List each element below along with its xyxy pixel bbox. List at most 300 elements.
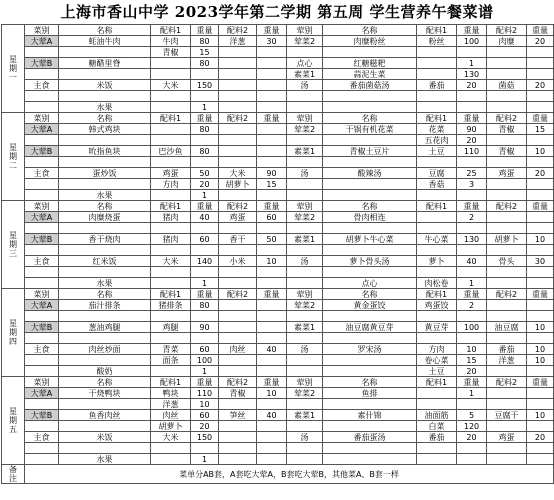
- day-label-char: 星: [9, 407, 17, 416]
- menu-cell: [25, 399, 59, 410]
- menu-cell: [323, 443, 417, 454]
- menu-cell: 鸡蛋: [487, 168, 527, 179]
- menu-cell: [457, 399, 487, 410]
- menu-cell: 10: [257, 388, 287, 399]
- menu-cell: 大荤B: [25, 58, 59, 69]
- menu-cell: 20: [527, 80, 554, 91]
- menu-cell: [59, 267, 151, 278]
- menu-cell: 60: [191, 410, 219, 421]
- menu-cell: 130: [457, 69, 487, 80]
- menu-row: [2, 267, 554, 278]
- menu-cell: [487, 267, 527, 278]
- column-header: 名称: [323, 113, 417, 124]
- menu-cell: 点心: [287, 58, 323, 69]
- menu-cell: 1: [191, 190, 219, 201]
- menu-row: [2, 124, 554, 135]
- column-header: 重量: [457, 289, 487, 300]
- column-header: 配料1: [417, 201, 457, 212]
- menu-cell: [151, 157, 191, 168]
- menu-cell: [487, 58, 527, 69]
- menu-cell: 大荤A: [25, 124, 59, 135]
- menu-cell: [417, 91, 457, 102]
- menu-cell: 鸡蛋: [487, 432, 527, 443]
- menu-cell: [257, 245, 287, 256]
- menu-cell: 20: [457, 80, 487, 91]
- day-label-char: 期: [9, 328, 17, 337]
- menu-cell: [323, 355, 417, 366]
- menu-cell: 100: [457, 322, 487, 333]
- day-label-char: 一: [9, 73, 17, 82]
- menu-cell: [59, 421, 151, 432]
- menu-cell: [287, 278, 323, 289]
- menu-cell: [191, 157, 219, 168]
- menu-cell: [287, 421, 323, 432]
- column-header: 重量: [457, 25, 487, 36]
- menu-cell: [457, 190, 487, 201]
- menu-cell: 60: [191, 234, 219, 245]
- menu-cell: [25, 69, 59, 80]
- menu-cell: 100: [457, 36, 487, 47]
- menu-cell: 100: [191, 355, 219, 366]
- day-label-char: 四: [9, 337, 17, 346]
- menu-cell: [151, 311, 191, 322]
- menu-cell: 40: [257, 344, 287, 355]
- menu-cell: [487, 91, 527, 102]
- menu-cell: 1: [191, 366, 219, 377]
- menu-row: [2, 454, 554, 465]
- column-header: 名称: [59, 201, 151, 212]
- day-header-row: [2, 201, 554, 212]
- menu-cell: [219, 399, 257, 410]
- menu-cell: 120: [457, 421, 487, 432]
- menu-cell: [527, 267, 554, 278]
- menu-cell: [151, 102, 191, 113]
- column-header: 菜别: [25, 113, 59, 124]
- column-header: 配料2: [487, 201, 527, 212]
- menu-cell: 大荤B: [25, 146, 59, 157]
- menu-cell: 60: [257, 212, 287, 223]
- menu-cell: [527, 311, 554, 322]
- menu-cell: 番茄: [417, 432, 457, 443]
- menu-cell: [287, 355, 323, 366]
- day-label-char: 五: [9, 425, 17, 434]
- column-header: 荤别: [287, 201, 323, 212]
- menu-cell: [257, 366, 287, 377]
- menu-cell: 30: [257, 36, 287, 47]
- day-label-char: 星: [9, 143, 17, 152]
- menu-cell: [527, 69, 554, 80]
- menu-cell: 青椒: [151, 47, 191, 58]
- menu-cell: [257, 69, 287, 80]
- menu-cell: 干锅有机花菜: [323, 124, 417, 135]
- menu-cell: 香菇: [417, 179, 457, 190]
- menu-cell: [287, 223, 323, 234]
- menu-cell: 骨肉相连: [323, 212, 417, 223]
- menu-cell: [257, 223, 287, 234]
- column-header: 重量: [257, 377, 287, 388]
- menu-cell: [323, 47, 417, 58]
- menu-cell: 10: [527, 355, 554, 366]
- menu-cell: 大荤B: [25, 410, 59, 421]
- menu-cell: [59, 135, 151, 146]
- menu-cell: [287, 454, 323, 465]
- menu-cell: 肉糜烧蛋: [59, 212, 151, 223]
- menu-cell: [219, 58, 257, 69]
- day-label-char: 期: [9, 152, 17, 161]
- menu-cell: 20: [457, 432, 487, 443]
- menu-cell: 15: [527, 124, 554, 135]
- menu-cell: 3: [457, 179, 487, 190]
- menu-cell: 大荤A: [25, 212, 59, 223]
- column-header: 配料1: [151, 377, 191, 388]
- menu-cell: 10: [527, 322, 554, 333]
- menu-cell: [287, 135, 323, 146]
- menu-cell: 80: [191, 124, 219, 135]
- menu-cell: [25, 333, 59, 344]
- menu-cell: [287, 91, 323, 102]
- menu-cell: [59, 157, 151, 168]
- menu-cell: [257, 300, 287, 311]
- menu-cell: 荤菜2: [287, 124, 323, 135]
- menu-cell: [417, 267, 457, 278]
- day-label: [2, 289, 25, 377]
- menu-cell: 鱼排: [323, 388, 417, 399]
- menu-cell: [417, 245, 457, 256]
- menu-cell: [25, 47, 59, 58]
- menu-cell: 豆腐: [417, 168, 457, 179]
- menu-cell: 汤: [287, 256, 323, 267]
- menu-cell: 荤菜2: [287, 388, 323, 399]
- menu-cell: [257, 80, 287, 91]
- menu-cell: [219, 267, 257, 278]
- day-label: [2, 113, 25, 201]
- menu-cell: 酸奶: [59, 366, 151, 377]
- menu-cell: [151, 267, 191, 278]
- menu-cell: [287, 366, 323, 377]
- menu-cell: [487, 245, 527, 256]
- menu-cell: [219, 190, 257, 201]
- menu-cell: 大米: [151, 80, 191, 91]
- menu-cell: [191, 311, 219, 322]
- menu-cell: [151, 91, 191, 102]
- menu-cell: 40: [257, 410, 287, 421]
- column-header: 配料1: [417, 289, 457, 300]
- menu-cell: 1: [191, 454, 219, 465]
- menu-cell: 80: [191, 58, 219, 69]
- menu-cell: 土豆: [417, 366, 457, 377]
- menu-row: [2, 366, 554, 377]
- menu-cell: [257, 278, 287, 289]
- menu-cell: [417, 388, 457, 399]
- menu-row: [2, 91, 554, 102]
- menu-cell: 20: [527, 168, 554, 179]
- note-label-char: 备: [9, 465, 17, 474]
- menu-cell: 汤: [287, 80, 323, 91]
- column-header: 重量: [191, 289, 219, 300]
- menu-cell: 大荤A: [25, 36, 59, 47]
- menu-cell: [219, 91, 257, 102]
- column-header: 菜别: [25, 25, 59, 36]
- menu-cell: [323, 190, 417, 201]
- menu-cell: 20: [527, 36, 554, 47]
- menu-cell: 鱼香肉丝: [59, 410, 151, 421]
- menu-cell: [219, 80, 257, 91]
- menu-cell: 豆腐干: [487, 410, 527, 421]
- menu-cell: 蚝油牛肉: [59, 36, 151, 47]
- column-header: 配料1: [417, 113, 457, 124]
- menu-cell: [527, 245, 554, 256]
- menu-cell: [25, 267, 59, 278]
- menu-cell: [257, 399, 287, 410]
- menu-cell: [219, 311, 257, 322]
- menu-cell: 60: [191, 344, 219, 355]
- menu-cell: [219, 443, 257, 454]
- menu-cell: 10: [257, 256, 287, 267]
- menu-cell: [527, 157, 554, 168]
- menu-cell: [191, 223, 219, 234]
- menu-cell: [417, 69, 457, 80]
- menu-row: [2, 47, 554, 58]
- menu-cell: 青椒: [487, 124, 527, 135]
- menu-row: [2, 399, 554, 410]
- menu-cell: [151, 135, 191, 146]
- menu-cell: 胡萝卜: [487, 234, 527, 245]
- menu-cell: [487, 366, 527, 377]
- column-header: 重量: [527, 25, 554, 36]
- menu-cell: [287, 399, 323, 410]
- menu-cell: [219, 355, 257, 366]
- menu-cell: 2: [457, 300, 487, 311]
- menu-cell: 110: [457, 146, 487, 157]
- menu-cell: 荤菜2: [287, 36, 323, 47]
- menu-cell: [257, 267, 287, 278]
- menu-cell: 青椒土豆片: [323, 146, 417, 157]
- menu-cell: [527, 190, 554, 201]
- menu-cell: 主食: [25, 80, 59, 91]
- note-label: [2, 465, 25, 484]
- menu-cell: 糖醋里脊: [59, 58, 151, 69]
- menu-cell: 鸡蛋饺: [417, 300, 457, 311]
- column-header: 荤别: [287, 289, 323, 300]
- menu-cell: [25, 179, 59, 190]
- menu-cell: 130: [457, 234, 487, 245]
- menu-cell: [191, 333, 219, 344]
- menu-row: [2, 80, 554, 91]
- menu-cell: 110: [191, 388, 219, 399]
- menu-cell: 番茄: [487, 344, 527, 355]
- menu-row: [2, 311, 554, 322]
- menu-cell: [59, 355, 151, 366]
- menu-cell: [257, 146, 287, 157]
- day-header-row: [2, 289, 554, 300]
- menu-cell: 80: [191, 36, 219, 47]
- menu-cell: 荤菜2: [287, 300, 323, 311]
- menu-cell: [323, 91, 417, 102]
- menu-row: [2, 190, 554, 201]
- menu-cell: [527, 179, 554, 190]
- menu-cell: 大荤A: [25, 388, 59, 399]
- menu-cell: 菌菇: [487, 80, 527, 91]
- menu-cell: [417, 399, 457, 410]
- menu-cell: 水果: [59, 190, 151, 201]
- menu-cell: 主食: [25, 256, 59, 267]
- column-header: 配料2: [219, 25, 257, 36]
- menu-cell: 洋葱: [219, 36, 257, 47]
- menu-cell: [219, 157, 257, 168]
- menu-cell: 1: [457, 58, 487, 69]
- menu-cell: [151, 69, 191, 80]
- menu-cell: [287, 102, 323, 113]
- menu-cell: [25, 102, 59, 113]
- day-label-char: 星: [9, 55, 17, 64]
- column-header: 配料2: [487, 25, 527, 36]
- menu-cell: 10: [191, 399, 219, 410]
- menu-cell: [457, 91, 487, 102]
- menu-cell: [219, 432, 257, 443]
- menu-row: [2, 344, 554, 355]
- day-header-row: [2, 113, 554, 124]
- menu-cell: 粉丝: [417, 36, 457, 47]
- menu-cell: 葱油鸡腿: [59, 322, 151, 333]
- menu-cell: 肉松卷: [417, 278, 457, 289]
- menu-row: [2, 157, 554, 168]
- day-header-row: [2, 25, 554, 36]
- menu-cell: 大荤A: [25, 300, 59, 311]
- menu-cell: 香干: [219, 234, 257, 245]
- menu-cell: 猪排条: [151, 300, 191, 311]
- menu-row: [2, 432, 554, 443]
- menu-cell: [287, 333, 323, 344]
- column-header: 重量: [191, 377, 219, 388]
- menu-cell: [25, 355, 59, 366]
- menu-cell: 洋葱: [151, 399, 191, 410]
- menu-cell: 主食: [25, 168, 59, 179]
- menu-cell: [487, 102, 527, 113]
- menu-cell: [323, 333, 417, 344]
- menu-row: [2, 278, 554, 289]
- menu-cell: 青菜: [151, 344, 191, 355]
- menu-cell: 番茄菌菇汤: [323, 80, 417, 91]
- menu-cell: [417, 102, 457, 113]
- menu-cell: 90: [457, 124, 487, 135]
- menu-cell: [219, 146, 257, 157]
- menu-cell: 米饭: [59, 80, 151, 91]
- day-label-char: 星: [9, 231, 17, 240]
- menu-cell: 肉丝: [151, 410, 191, 421]
- menu-cell: [417, 223, 457, 234]
- menu-cell: [527, 421, 554, 432]
- menu-cell: 10: [527, 410, 554, 421]
- menu-row: [2, 69, 554, 80]
- menu-row: [2, 58, 554, 69]
- menu-cell: 20: [527, 432, 554, 443]
- menu-cell: 40: [457, 256, 487, 267]
- menu-row: [2, 256, 554, 267]
- menu-cell: 五花肉: [417, 135, 457, 146]
- menu-cell: [417, 333, 457, 344]
- menu-row: [2, 333, 554, 344]
- menu-cell: [323, 157, 417, 168]
- menu-cell: [527, 454, 554, 465]
- menu-cell: [25, 190, 59, 201]
- menu-cell: [151, 223, 191, 234]
- menu-cell: 香干烧肉: [59, 234, 151, 245]
- menu-cell: 素菜1: [287, 410, 323, 421]
- menu-cell: [323, 421, 417, 432]
- menu-cell: [59, 47, 151, 58]
- menu-cell: 大荤B: [25, 322, 59, 333]
- menu-cell: 鸡蛋: [219, 212, 257, 223]
- menu-cell: 汤: [287, 432, 323, 443]
- menu-cell: 蒜泥生菜: [323, 69, 417, 80]
- column-header: 配料2: [487, 377, 527, 388]
- menu-cell: [219, 245, 257, 256]
- menu-cell: 鸭块: [151, 388, 191, 399]
- menu-cell: [287, 443, 323, 454]
- menu-cell: [527, 333, 554, 344]
- menu-cell: [59, 443, 151, 454]
- menu-cell: [151, 366, 191, 377]
- menu-cell: [151, 454, 191, 465]
- menu-cell: [191, 443, 219, 454]
- menu-cell: [219, 322, 257, 333]
- menu-cell: [527, 223, 554, 234]
- menu-cell: [59, 399, 151, 410]
- menu-cell: [487, 190, 527, 201]
- column-header: 配料1: [151, 201, 191, 212]
- menu-cell: 大米: [219, 168, 257, 179]
- column-header: 名称: [59, 289, 151, 300]
- menu-cell: [487, 443, 527, 454]
- column-header: 配料1: [151, 289, 191, 300]
- menu-cell: [257, 157, 287, 168]
- menu-row: [2, 168, 554, 179]
- column-header: 配料1: [151, 25, 191, 36]
- menu-cell: [487, 69, 527, 80]
- menu-cell: 素什锦: [323, 410, 417, 421]
- menu-row: [2, 388, 554, 399]
- menu-cell: [487, 388, 527, 399]
- menu-cell: [527, 388, 554, 399]
- menu-cell: 素菜1: [287, 234, 323, 245]
- menu-cell: 蛋炒饭: [59, 168, 151, 179]
- menu-cell: [323, 135, 417, 146]
- menu-cell: [457, 311, 487, 322]
- menu-cell: [457, 157, 487, 168]
- menu-cell: [219, 102, 257, 113]
- menu-row: [2, 322, 554, 333]
- menu-cell: [257, 421, 287, 432]
- menu-cell: 1: [457, 278, 487, 289]
- column-header: 荤别: [287, 25, 323, 36]
- column-header: 名称: [59, 25, 151, 36]
- menu-row: [2, 135, 554, 146]
- menu-cell: 肉糜: [487, 36, 527, 47]
- menu-cell: [323, 366, 417, 377]
- menu-cell: [527, 212, 554, 223]
- menu-cell: 10: [457, 344, 487, 355]
- menu-cell: [151, 443, 191, 454]
- menu-cell: [323, 267, 417, 278]
- menu-cell: 主食: [25, 432, 59, 443]
- menu-cell: [487, 421, 527, 432]
- menu-cell: [59, 245, 151, 256]
- menu-cell: 汤: [287, 168, 323, 179]
- day-label: [2, 377, 25, 465]
- menu-cell: [457, 223, 487, 234]
- column-header: 配料2: [219, 201, 257, 212]
- menu-cell: 牛肉: [151, 36, 191, 47]
